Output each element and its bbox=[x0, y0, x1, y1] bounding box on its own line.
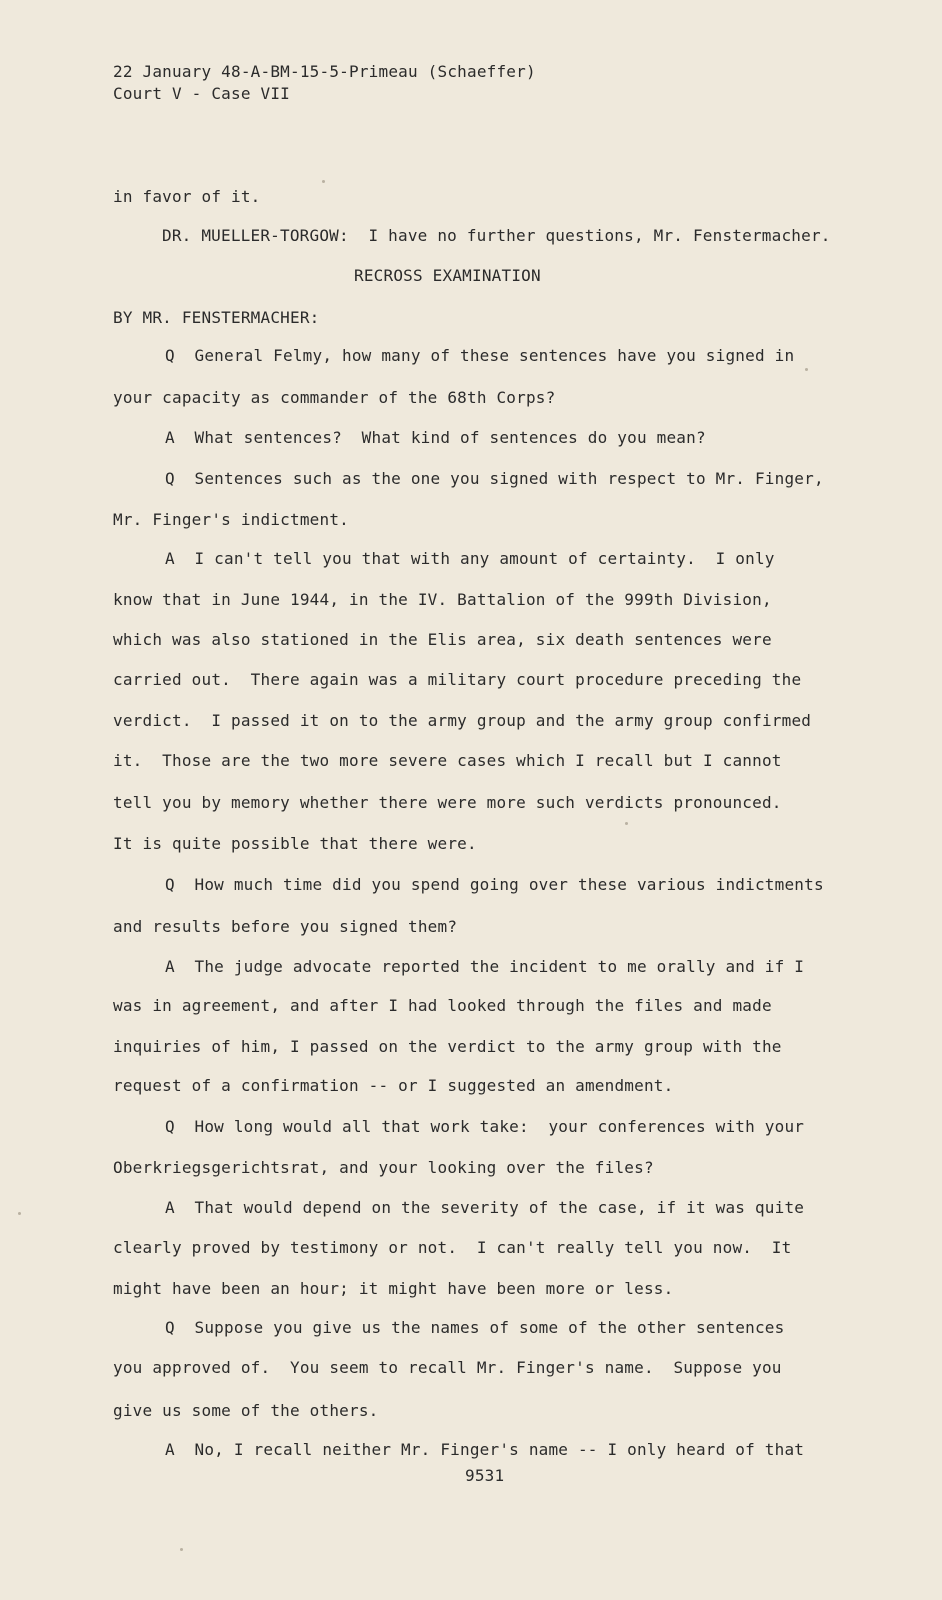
transcript-line: Q Sentences such as the one you signed with respect to Mr. Finger, bbox=[165, 469, 824, 488]
transcript-line: tell you by memory whether there were more such verdicts pronounced. bbox=[113, 793, 782, 812]
transcript-line: Mr. Finger's indictment. bbox=[113, 510, 349, 529]
transcript-line: give us some of the others. bbox=[113, 1401, 379, 1420]
paper-speck bbox=[180, 1548, 183, 1551]
page-number: 9531 bbox=[465, 1466, 505, 1485]
transcript-line: was in agreement, and after I had looked through the files and made bbox=[113, 996, 772, 1015]
transcript-line: DR. MUELLER-TORGOW: I have no further questions, Mr. Fenstermacher. bbox=[162, 226, 831, 245]
transcript-line: It is quite possible that there were. bbox=[113, 834, 477, 853]
transcript-line: Oberkriegsgerichtsrat, and your looking over the files? bbox=[113, 1158, 654, 1177]
transcript-line: might have been an hour; it might have been more or less. bbox=[113, 1279, 674, 1298]
transcript-line: A The judge advocate reported the incident to me orally and if I bbox=[165, 957, 805, 976]
transcript-line: and results before you signed them? bbox=[113, 917, 458, 936]
transcript-line: A I can't tell you that with any amount of certainty. I only bbox=[165, 549, 775, 568]
paper-speck bbox=[625, 822, 628, 825]
transcript-line: you approved of. You seem to recall Mr. Finger's name. Suppose you bbox=[113, 1358, 782, 1377]
header-line-2: Court V - Case VII bbox=[113, 84, 290, 103]
transcript-line: inquiries of him, I passed on the verdict to the army group with the bbox=[113, 1037, 782, 1056]
transcript-line: Q Suppose you give us the names of some of the other sentences bbox=[165, 1318, 785, 1337]
header-line-1: 22 January 48-A-BM-15-5-Primeau (Schaeffer) bbox=[113, 62, 536, 81]
transcript-line: carried out. There again was a military court procedure preceding the bbox=[113, 670, 802, 689]
paper-speck bbox=[805, 368, 808, 371]
transcript-line: which was also stationed in the Elis area, six death sentences were bbox=[113, 630, 772, 649]
paper-speck bbox=[18, 1212, 21, 1215]
transcript-line: request of a confirmation -- or I suggested an amendment. bbox=[113, 1076, 674, 1095]
transcript-line: know that in June 1944, in the IV. Battalion of the 999th Division, bbox=[113, 590, 772, 609]
transcript-line: it. Those are the two more severe cases which I recall but I cannot bbox=[113, 751, 782, 770]
transcript-line: Q General Felmy, how many of these sentences have you signed in bbox=[165, 346, 795, 365]
transcript-line: verdict. I passed it on to the army group and the army group confirmed bbox=[113, 711, 812, 730]
paper-speck bbox=[322, 180, 325, 183]
transcript-line: Q How much time did you spend going over these various indictments bbox=[165, 875, 824, 894]
transcript-line: BY MR. FENSTERMACHER: bbox=[113, 308, 320, 327]
transcript-line: A That would depend on the severity of the case, if it was quite bbox=[165, 1198, 805, 1217]
transcript-line: clearly proved by testimony or not. I can't really tell you now. It bbox=[113, 1238, 792, 1257]
section-heading: RECROSS EXAMINATION bbox=[354, 266, 541, 285]
transcript-line: your capacity as commander of the 68th Corps? bbox=[113, 388, 556, 407]
transcript-line: A No, I recall neither Mr. Finger's name -- I only heard of that bbox=[165, 1440, 805, 1459]
transcript-line: Q How long would all that work take: your conferences with your bbox=[165, 1117, 805, 1136]
transcript-line: A What sentences? What kind of sentences do you mean? bbox=[165, 428, 706, 447]
transcript-line: in favor of it. bbox=[113, 187, 261, 206]
